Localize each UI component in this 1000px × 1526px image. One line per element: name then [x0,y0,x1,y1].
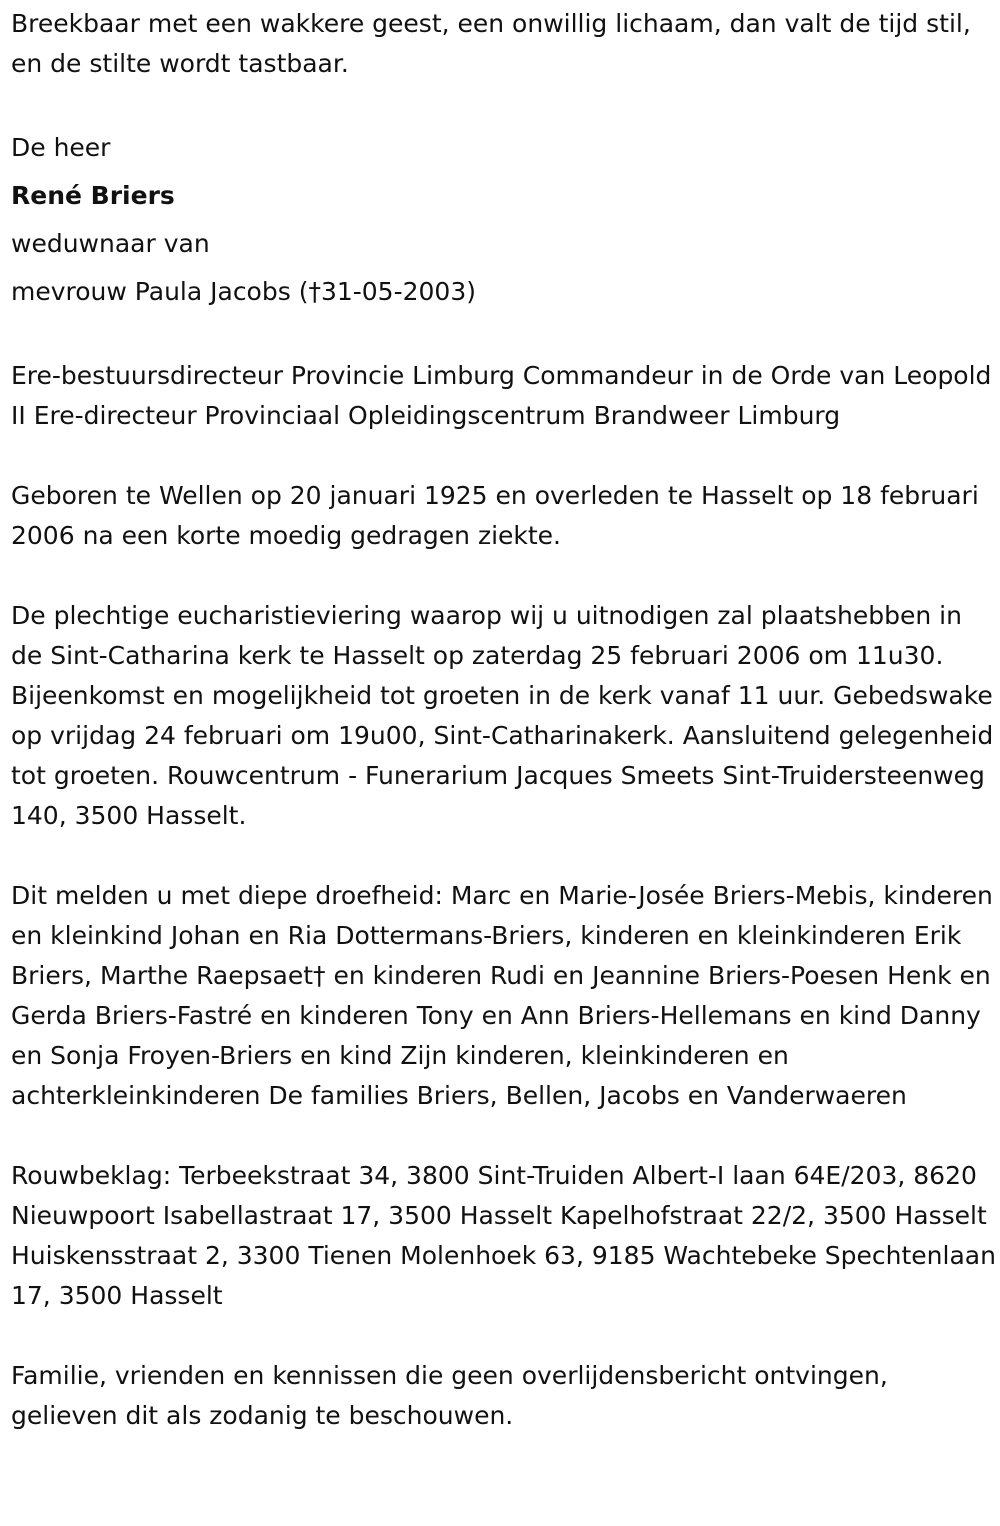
family-paragraph: Dit melden u met diepe droefheid: Marc en Marie-Josée Briers-Mebis, kinderen en kleinkind Johan en Ria Dottermans-Briers, kinderen en kleinkinderen Erik Briers, Marthe Raepsaet† en kinderen Rudi en Jeannine Briers-Poesen Henk en Gerda Briers-Fastré en kinderen Tony en Ann Briers-Hellemans en kind Danny en Sonja Froyen-Briers en kind Zijn kinderen, kleinkinderen en achterkleinkinderen De families Briers, Bellen, Jacobs en Vanderwaeren [11,881,993,1110]
spouse-line: mevrouw Paula Jacobs (†31-05-2003) [11,277,476,306]
spacer [11,836,996,876]
ceremony-paragraph: De plechtige eucharistieviering waarop wij u uitnodigen zal plaatshebben in de Sint-Catharina kerk te Hasselt op zaterdag 25 februari 2006 om 11u30. Bijeenkomst en mogelijkheid tot groeten in de kerk vanaf 11 uur. Gebedswake op vrijdag 24 februari om 19u00, Sint-Catharinakerk. Aansluitend gelegenheid tot groeten. Rouwcentrum - Funerarium Jacques Smeets Sint-Truidersteenweg 140, 3500 Hasselt. [11,601,994,830]
condolence-addresses: Rouwbeklag: Terbeekstraat 34, 3800 Sint-Truiden Albert-I laan 64E/203, 8620 Nieuwpoort Isabellastraat 17, 3500 Hasselt Kapelhofstraat 22/2, 3500 Hasselt Huiskensstraat 2, 3300 Tienen Molenhoek 63, 9185 Wachtebeke Spechtenlaan 17, 3500 Hasselt [11,1161,996,1310]
deceased-name: René Briers [11,181,175,210]
spacer [11,556,996,596]
salutation: De heer [11,133,111,162]
opening-verse: Breekbaar met een wakkere geest, een onwillig lichaam, dan valt de tijd stil, en de stilte wordt tastbaar. [11,9,971,78]
titles-paragraph: Ere-bestuursdirecteur Provincie Limburg Commandeur in de Orde van Leopold II Ere-directeur Provinciaal Opleidingscentrum Brandweer Limburg [11,361,992,430]
spacer [11,1116,996,1156]
spacer [11,84,996,124]
spacer [11,1316,996,1356]
spacer [11,316,996,356]
widower-label: weduwnaar van [11,229,210,258]
spacer [11,436,996,476]
closing-note: Familie, vrienden en kennissen die geen overlijdensbericht ontvingen, gelieven dit als zodanig te beschouwen. [11,1361,888,1430]
birth-death-paragraph: Geboren te Wellen op 20 januari 1925 en overleden te Hasselt op 18 februari 2006 na een korte moedig gedragen ziekte. [11,481,979,550]
